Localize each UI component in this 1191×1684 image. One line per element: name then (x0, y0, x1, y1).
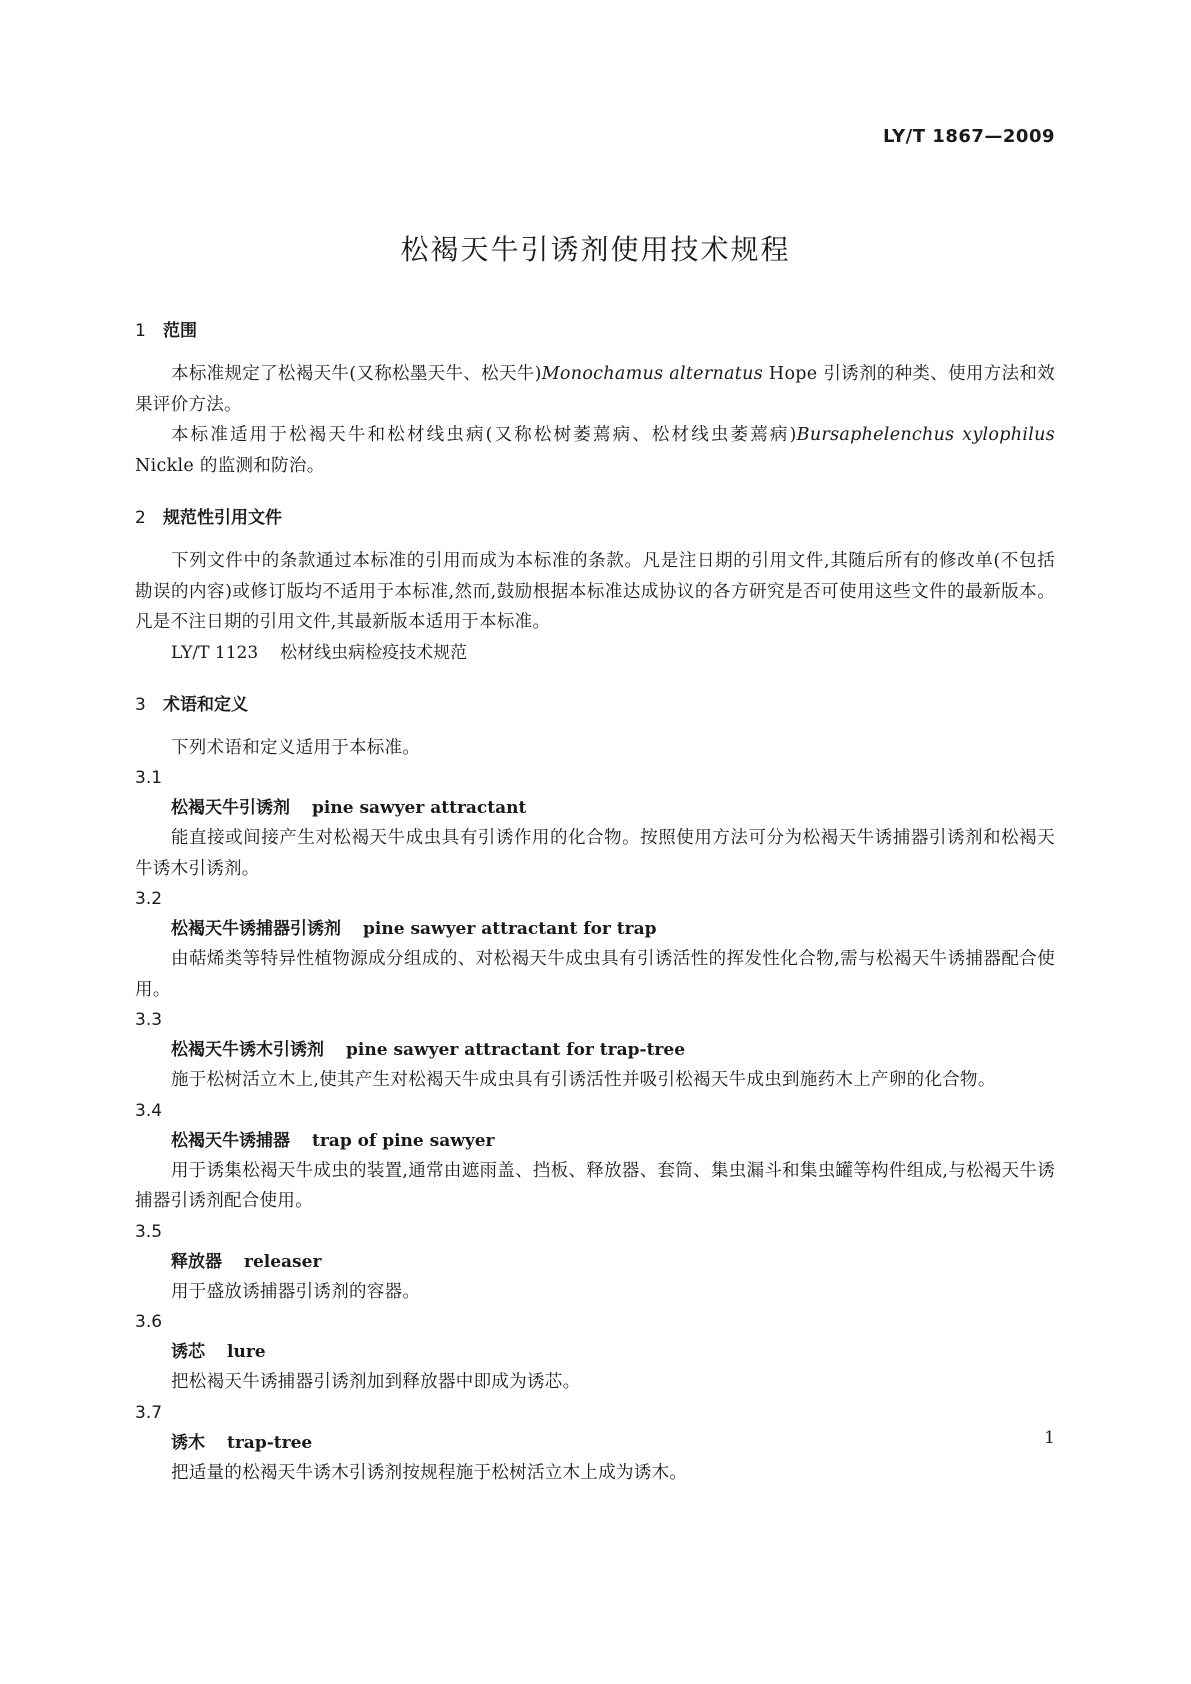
reference-code: LY/T 1123 (171, 642, 259, 663)
species-name: Bursaphelenchus xylophilus (796, 425, 1055, 445)
reference-item (135, 638, 1055, 668)
scope-paragraph-1 (135, 359, 1055, 420)
text: Hope 引诱剂的种类、使用方法和效果评价方法。 (135, 364, 1055, 415)
term-number: 3.4 (135, 1100, 163, 1121)
term-en: pine sawyer attractant for trap (363, 919, 657, 939)
term-zh: 松褐天牛诱捕器引诱剂 (171, 919, 341, 939)
term-zh: 松褐天牛引诱剂 (171, 798, 290, 818)
term-entry (135, 1337, 1055, 1367)
term-definition: 用于盛放诱捕器引诱剂的容器。 (171, 1281, 421, 1302)
text: 本标准规定了松褐天牛(又称松墨天牛、松天牛) (171, 364, 542, 384)
section-title: 术语和定义 (163, 694, 248, 715)
term-zh: 释放器 (171, 1251, 222, 1272)
term-definition: 把松褐天牛诱捕器引诱剂加到释放器中即成为诱芯。 (171, 1372, 581, 1392)
term-number: 3.2 (135, 889, 163, 909)
text: 本标准适用于松褐天牛和松材线虫病(又称松树萎蔫病、松材线虫萎蔫病) (171, 425, 797, 445)
term-en: releaser (244, 1251, 322, 1272)
term-definition: 把适量的松褐天牛诱木引诱剂按规程施于松树活立木上成为诱木。 (171, 1462, 688, 1483)
term-zh: 松褐天牛诱木引诱剂 (171, 1040, 324, 1060)
term-number: 3.1 (135, 768, 163, 788)
term-zh: 诱芯 (171, 1342, 205, 1362)
term-en: trap-tree (227, 1432, 313, 1453)
section-number: 2 (135, 508, 146, 528)
term-number: 3.3 (135, 1010, 163, 1030)
term-definition: 能直接或间接产生对松褐天牛成虫具有引诱作用的化合物。按照使用方法可分为松褐天牛诱捕器引诱剂和松褐天牛诱木引诱剂。 (135, 828, 1055, 879)
standard-code: LY/T 1867—2009 (882, 126, 1055, 147)
term-number: 3.7 (135, 1402, 163, 1423)
term-en: lure (227, 1342, 266, 1362)
term-en: pine sawyer attractant for trap-tree (346, 1040, 686, 1060)
term-number: 3.5 (135, 1221, 163, 1242)
term-zh: 松褐天牛诱捕器 (171, 1130, 290, 1151)
document-title: 松褐天牛引诱剂使用技术规程 (400, 233, 791, 266)
term-en: trap of pine sawyer (312, 1130, 495, 1151)
term-zh: 诱木 (171, 1432, 205, 1453)
term-entry (135, 793, 1055, 823)
term-en: pine sawyer attractant (312, 798, 527, 818)
term-definition: 施于松树活立木上,使其产生对松褐天牛成虫具有引诱活性并吸引松褐天牛成虫到施药木上产卵的化合物。 (171, 1070, 996, 1090)
terms-intro: 下列术语和定义适用于本标准。 (171, 737, 421, 758)
term-number: 3.6 (135, 1312, 163, 1332)
section-heading-scope (135, 316, 1055, 346)
references-paragraph: 下列文件中的条款通过本标准的引用而成为本标准的条款。凡是注日期的引用文件,其随后所有的修改单(不包括勘误的内容)或修订版均不适用于本标准,然而,鼓励根据本标准达成协议的各方研究是否可使用这些文件的最新版本。凡是不注日期的引用文件,其最新版本适用于本标准。 (135, 551, 1055, 632)
term-entry (135, 914, 1055, 944)
term-entry (135, 1126, 1055, 1156)
term-entry (135, 1035, 1055, 1065)
section-number: 3 (135, 694, 146, 715)
document-body (135, 316, 1055, 1488)
section-title: 规范性引用文件 (163, 508, 282, 528)
term-entry (135, 1247, 1055, 1277)
section-number: 1 (135, 321, 146, 341)
text: Nickle 的监测和防治。 (135, 455, 325, 476)
reference-title: 松材线虫病检疫技术规范 (280, 642, 468, 663)
term-entry (135, 1428, 1055, 1458)
term-definition: 用于诱集松褐天牛成虫的装置,通常由遮雨盖、挡板、释放器、套筒、集虫漏斗和集虫罐等构件组成,与松褐天牛诱捕器引诱剂配合使用。 (135, 1160, 1055, 1211)
section-title: 范围 (163, 321, 197, 341)
section-heading-normative-references (135, 503, 1055, 533)
term-definition: 由萜烯类等特异性植物源成分组成的、对松褐天牛成虫具有引诱活性的挥发性化合物,需与松褐天牛诱捕器配合使用。 (135, 949, 1055, 1000)
scope-paragraph-2 (135, 420, 1055, 481)
species-name: Monochamus alternatus (541, 364, 763, 384)
section-heading-terms (135, 690, 1055, 720)
page-number: 1 (1044, 1428, 1055, 1448)
